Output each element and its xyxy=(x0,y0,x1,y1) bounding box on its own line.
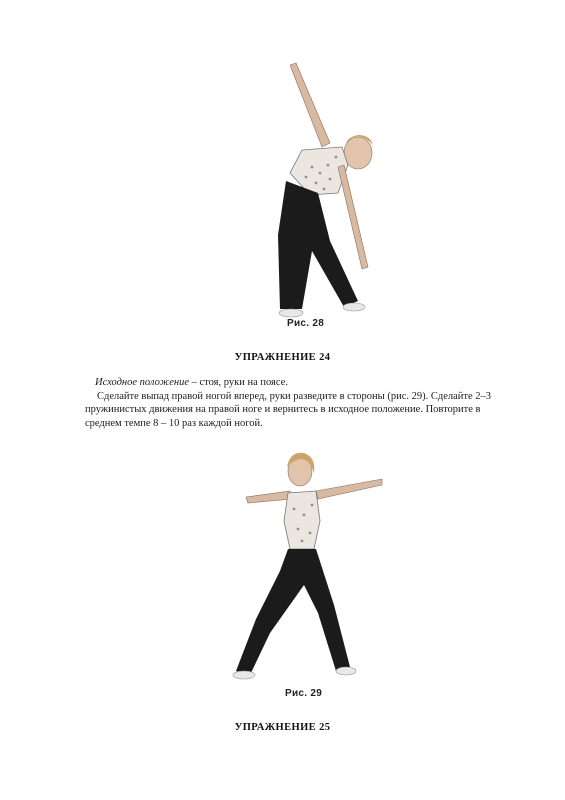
figure-29-caption: Рис. 29 xyxy=(285,688,323,699)
start-position-line xyxy=(91,376,523,390)
instruction-line-2: пружинистых движения на правой ноге и вернитесь в исходное положение. Повторите в xyxy=(85,404,481,415)
exercise-24-heading: УПРАЖНЕНИЕ 24 xyxy=(234,352,331,363)
instruction-line-3: среднем темпе 8 – 10 раз каждой ногой. xyxy=(85,417,263,429)
instruction-line-1: Сделайте выпад правой ногой вперед, руки разведите в стороны (рис. 29). Сделайте 2–3 xyxy=(97,390,492,402)
exercise-25-heading: УПРАЖНЕНИЕ 25 xyxy=(234,722,331,733)
start-position-text: – стоя, руки на поясе. xyxy=(189,377,288,388)
start-position-label: Исходное положение xyxy=(95,377,190,388)
exercise-24-description xyxy=(85,376,523,430)
figure-29-photo xyxy=(230,445,390,685)
figure-28-caption: Рис. 28 xyxy=(287,318,325,329)
figure-28-photo xyxy=(230,55,390,325)
